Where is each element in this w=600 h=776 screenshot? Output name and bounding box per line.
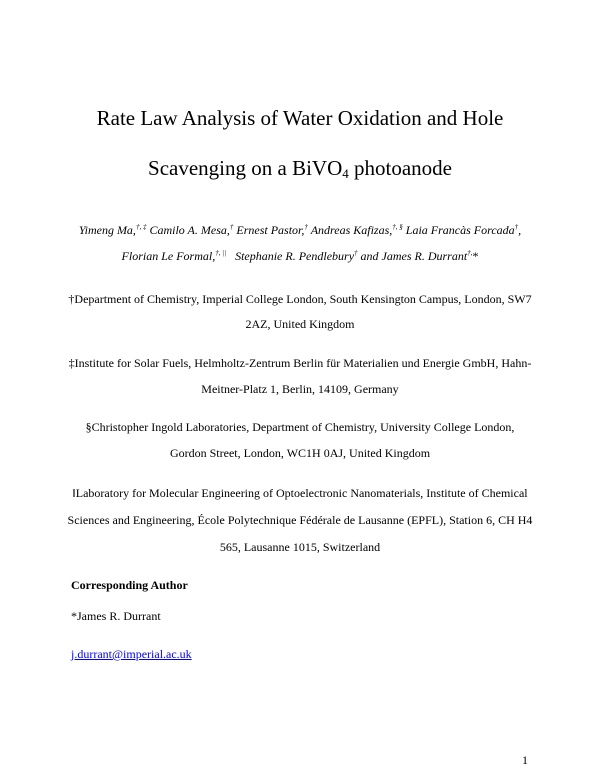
corresponding-author-heading: Corresponding Author — [71, 578, 188, 592]
author-name: and James R. Durrant — [357, 249, 468, 263]
paper-title-line-2 — [40, 158, 560, 180]
author-affiliation-mark: † — [514, 223, 519, 231]
author-separator: , — [518, 223, 522, 237]
corresponding-author-email-link[interactable]: j.durrant@imperial.ac.uk — [71, 647, 192, 661]
author-name: Camilo A. Mesa, — [146, 223, 230, 237]
paper-title-line-1: Rate Law Analysis of Water Oxidation and Hole — [96, 106, 504, 130]
author-affiliation-mark: †, — [467, 249, 473, 257]
affiliation-2-line-1: ‡Institute for Solar Fuels, Helmholtz-Zentrum Berlin für Materialien und Energie GmbH, Hahn- — [68, 356, 532, 370]
title-text-end: photoanode — [348, 156, 452, 180]
title-subscript: 4 — [342, 166, 349, 181]
author-affiliation-mark: † — [304, 223, 308, 231]
author-name: Florian Le Formal, — [121, 249, 216, 263]
author-name: Laia Francàs Forcada — [402, 223, 515, 237]
author-affiliation-mark: † — [354, 249, 358, 257]
affiliation-3-line-2: Gordon Street, London, WC1H 0AJ, United Kingdom — [169, 446, 431, 460]
title-text: Scavenging on a BiVO — [148, 156, 343, 180]
author-name: Ernest Pastor, — [233, 223, 305, 237]
affiliation-3-line-1: §Christopher Ingold Laboratories, Department of Chemistry, University College London, — [85, 420, 515, 434]
author-name: Stephanie R. Pendlebury — [226, 249, 355, 263]
affiliation-4-line-1: ‖Laboratory for Molecular Engineering of Optoelectronic Nanomaterials, Institute of Chemical — [72, 486, 528, 500]
page-number: 1 — [522, 753, 528, 767]
corresponding-author-name: *James R. Durrant — [71, 609, 161, 623]
affiliation-4-line-2: Sciences and Engineering, École Polytechnique Fédérale de Lausanne (EPFL), Station 6, CH H4 — [67, 513, 533, 527]
author-line-1 — [40, 224, 560, 236]
affiliation-2-line-2: Meitner-Platz 1, Berlin, 14109, Germany — [201, 382, 399, 396]
affiliation-1-line-2: 2AZ, United Kingdom — [245, 317, 355, 331]
author-affiliation-mark: † — [229, 223, 234, 231]
author-name: Andreas Kafizas, — [307, 223, 393, 237]
affiliation-1-line-1: †Department of Chemistry, Imperial College London, South Kensington Campus, London, SW7 — [68, 292, 532, 306]
affiliation-4-line-3: 565, Lausanne 1015, Switzerland — [219, 540, 381, 554]
author-name: Yimeng Ma, — [78, 223, 136, 237]
author-affiliation-mark: †, || — [215, 249, 227, 257]
author-affiliation-mark: †, ‡ — [135, 223, 147, 231]
author-line-2 — [40, 250, 560, 262]
author-affiliation-mark: †, § — [392, 223, 403, 231]
corresponding-asterisk: * — [472, 249, 479, 263]
